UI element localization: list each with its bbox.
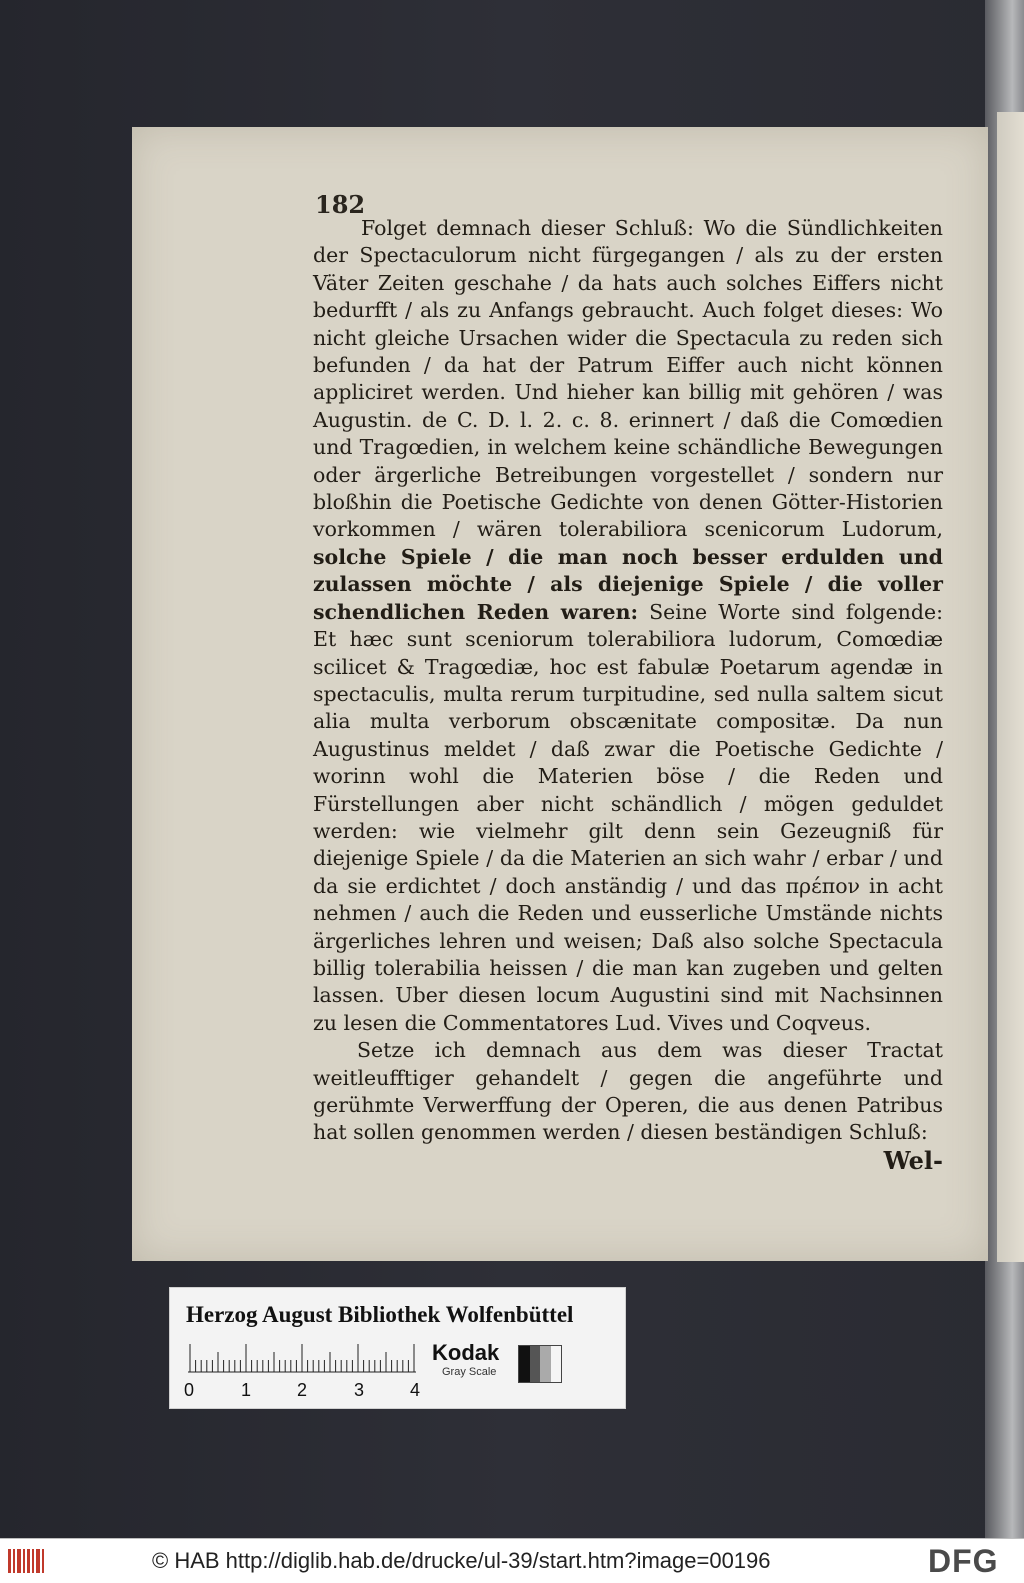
adjacent-page-edge (985, 0, 1024, 1538)
ruler-number: 4 (410, 1380, 421, 1400)
footer-bar (0, 1538, 1024, 1583)
ruler-number: 0 (184, 1380, 195, 1400)
book-page (132, 127, 988, 1261)
dfg-logo: DFG (928, 1543, 999, 1579)
hab-barcode-icon (8, 1547, 48, 1575)
gray-swatch (518, 1345, 562, 1383)
source-url-link[interactable]: © HAB http://diglib.hab.de/drucke/ul-39/start.htm?image=00196 (152, 1548, 771, 1573)
scale-ruler (188, 1343, 416, 1373)
paragraph-1 (313, 215, 943, 1037)
paragraph-2 (313, 1037, 943, 1147)
page-edge-strip (997, 112, 1024, 1262)
latin-quotation: Seine Worte sind folgende: Et hæc sunt sceniorum tolerabiliora ludorum, Comœdiæ scilicet & Tragœdiæ, hoc est fabulæ Poetarum agendæ in spectaculis, multa rerum turpitudine, sed nulla saltem sicut alia multa verborum obscænitate compositæ. Da nun Augustinus meldet / daß zwar die Poetische Gedichte / worinn wohl die Materien böse / die Reden und Fürstellungen aber nicht schändlich / mögen geduldet werden: wie vielmehr gilt denn sein Gezeugniß für diejenige Spiele / da die Materien an sich wahr / erbar / und da sie erdichtet / doch anständig / und das πρέπον in acht nehmen / auch die Reden und eusserliche Umstände nichts ärgerliches lehren und weisen; Daß also solche Spectacula billig tolerabilia heissen / die man kan zugeben und gelten lassen. Uber diesen locum Augustini sind mit Nachsinnen zu lesen die Commentatores Lud. Vives und Coqveus. (313, 599, 943, 1035)
paragraph-2-text: Setze ich demnach aus dem was dieser Tractat weitleufftiger gehandelt / gegen die angeführte und gerühmte Verwerffung der Operen, die aus denen Patribus hat sollen genommen werden / diesen beständigen Schluß: (313, 1038, 943, 1145)
emphasized-phrase: solche Spiele / die man noch besser erdulden und zulassen möchte / als diejenige Spiele / die voller schendlichen Reden waren: (313, 544, 943, 624)
page-text (313, 215, 943, 1174)
ruler-number: 3 (354, 1380, 365, 1400)
ruler-number: 2 (297, 1380, 308, 1400)
kodak-logo-text: Kodak (432, 1340, 500, 1365)
ruler-number: 1 (241, 1380, 252, 1400)
paragraph-1-text: Folget demnach dieser Schluß: Wo die Sündlichkeiten der Spectaculorum nicht fürgegangen / als zu der ersten Väter Zeiten geschahe / da hats auch solches Eiffers nicht bedurfft / als zu Anfangs gebraucht. Auch folget dieses: Wo nicht gleiche Ursachen wider die Spectacula zu reden sich befunden / da hat der Patrum Eiffer auch nicht können appliciret werden. Und hieher kan billig mit gehören / was Augustin. de C. D. l. 2. c. 8. erinnert / daß die Comœdien und Tragœdien, in welchem keine schändliche Bewegungen oder ärgerliche Betreibungen vorgestellet / sondern nur bloßhin die Poetische Gedichte von denen Götter-Historien vorkommen / wären tolerabiliora scenicorum Ludorum, (313, 216, 943, 542)
library-calibration-card (169, 1287, 626, 1409)
library-name: Herzog August Bibliothek Wolfenbüttel (186, 1302, 574, 1327)
catchword: Wel- (883, 1145, 943, 1175)
page-number: 182 (315, 190, 366, 219)
gray-scale-label: Gray Scale (442, 1366, 497, 1378)
